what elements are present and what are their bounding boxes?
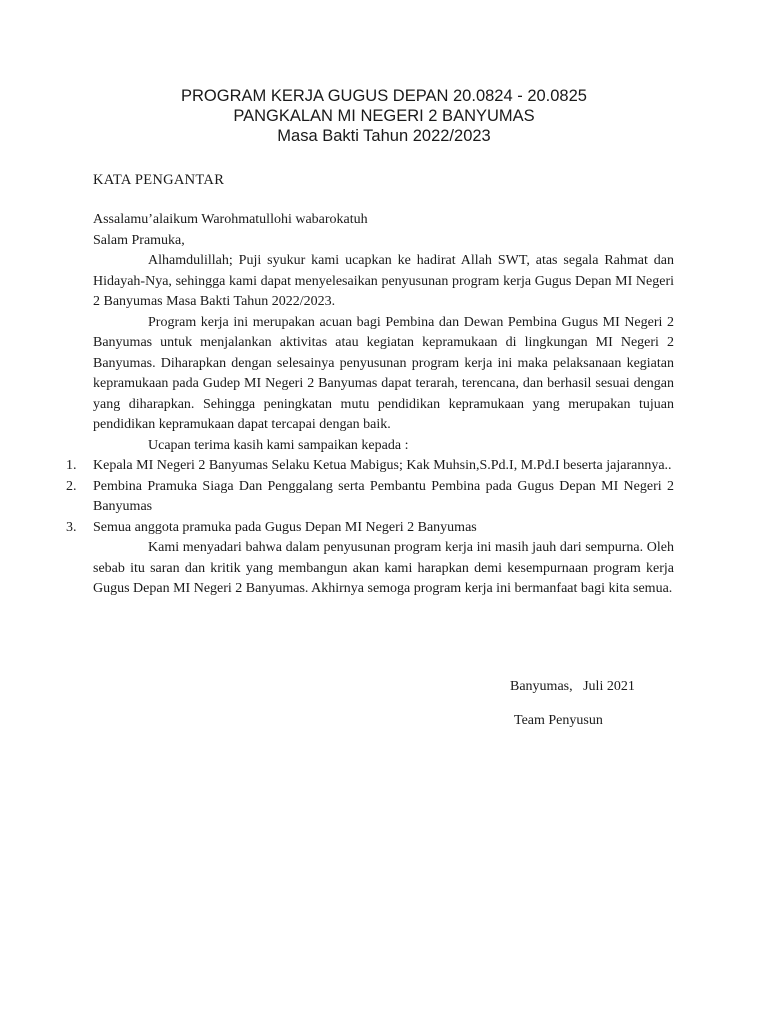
- author-team: Team Penyusun: [514, 713, 603, 728]
- document-body: [66, 210, 674, 600]
- greeting-line: Assalamu’alaikum Warohmatullohi wabarokatuh: [93, 212, 368, 227]
- document-title: [0, 86, 768, 146]
- list-item: [66, 456, 674, 477]
- paragraph-gratitude: Alhamdulillah; Puji syukur kami ucapkan ke hadirat Allah SWT, atas segala Rahmat dan Hidayah-Nya, sehingga kami dapat menyelesaikan penyusunan program kerja Gugus Depan MI Negeri 2 Banyumas Masa Bakti Tahun 2022/2023.: [93, 253, 674, 309]
- list-item: [66, 518, 674, 539]
- paragraph-closing: Kami menyadari bahwa dalam penyusunan program kerja ini masih jauh dari sempurna. Oleh sebab itu saran dan kritik yang membangun akan kami harapkan demi kesempurnaan program kerja Gugus Depan MI Negeri 2 Banyumas. Akhirnya semoga program kerja ini bermanfaat bagi kita semua.: [93, 540, 674, 596]
- list-item-text: Kepala MI Negeri 2 Banyumas Selaku Ketua Mabigus; Kak Muhsin,S.Pd.I, M.Pd.I beserta jajarannya..: [93, 458, 672, 473]
- list-item: [66, 477, 674, 518]
- place-and-date: Banyumas, Juli 2021: [510, 679, 635, 694]
- paragraph-purpose: Program kerja ini merupakan acuan bagi Pembina dan Dewan Pembina Gugus MI Negeri 2 Banyumas untuk menjalankan aktivitas atau kegiatan kepramukaan di lingkungan MI Negeri 2 Banyumas. Diharapkan dengan selesainya penyusunan program kerja ini maka pelaksanaan kegiatan kepramukaan pada Gudep MI Negeri 2 Banyumas dapat terarah, terencana, dan berhasil sesuai dengan yang diharapkan. Sehingga peningkatan mutu pendidikan kepramukaan yang merupakan tujuan pendidikan kepramukaan dapat tercapai dengan baik.: [93, 314, 674, 432]
- list-number: 2.: [66, 478, 77, 494]
- title-line-2: PANGKALAN MI NEGERI 2 BANYUMAS: [233, 107, 535, 125]
- list-number: 1.: [66, 458, 77, 473]
- paragraph-thanks-intro: Ucapan terima kasih kami sampaikan kepada :: [148, 437, 409, 453]
- thanks-list: [66, 456, 674, 538]
- list-item-text: Pembina Pramuka Siaga Dan Penggalang serta Pembantu Pembina pada Gugus Depan MI Negeri 2 Banyumas: [93, 478, 674, 514]
- list-number: 3.: [66, 519, 77, 535]
- salutation-line: Salam Pramuka,: [93, 232, 185, 248]
- list-item-text: Semua anggota pramuka pada Gugus Depan MI Negeri 2 Banyumas: [93, 519, 477, 535]
- title-line-1: PROGRAM KERJA GUGUS DEPAN 20.0824 - 20.0825: [181, 87, 587, 105]
- title-line-3: Masa Bakti Tahun 2022/2023: [277, 127, 491, 145]
- section-heading: KATA PENGANTAR: [93, 172, 225, 188]
